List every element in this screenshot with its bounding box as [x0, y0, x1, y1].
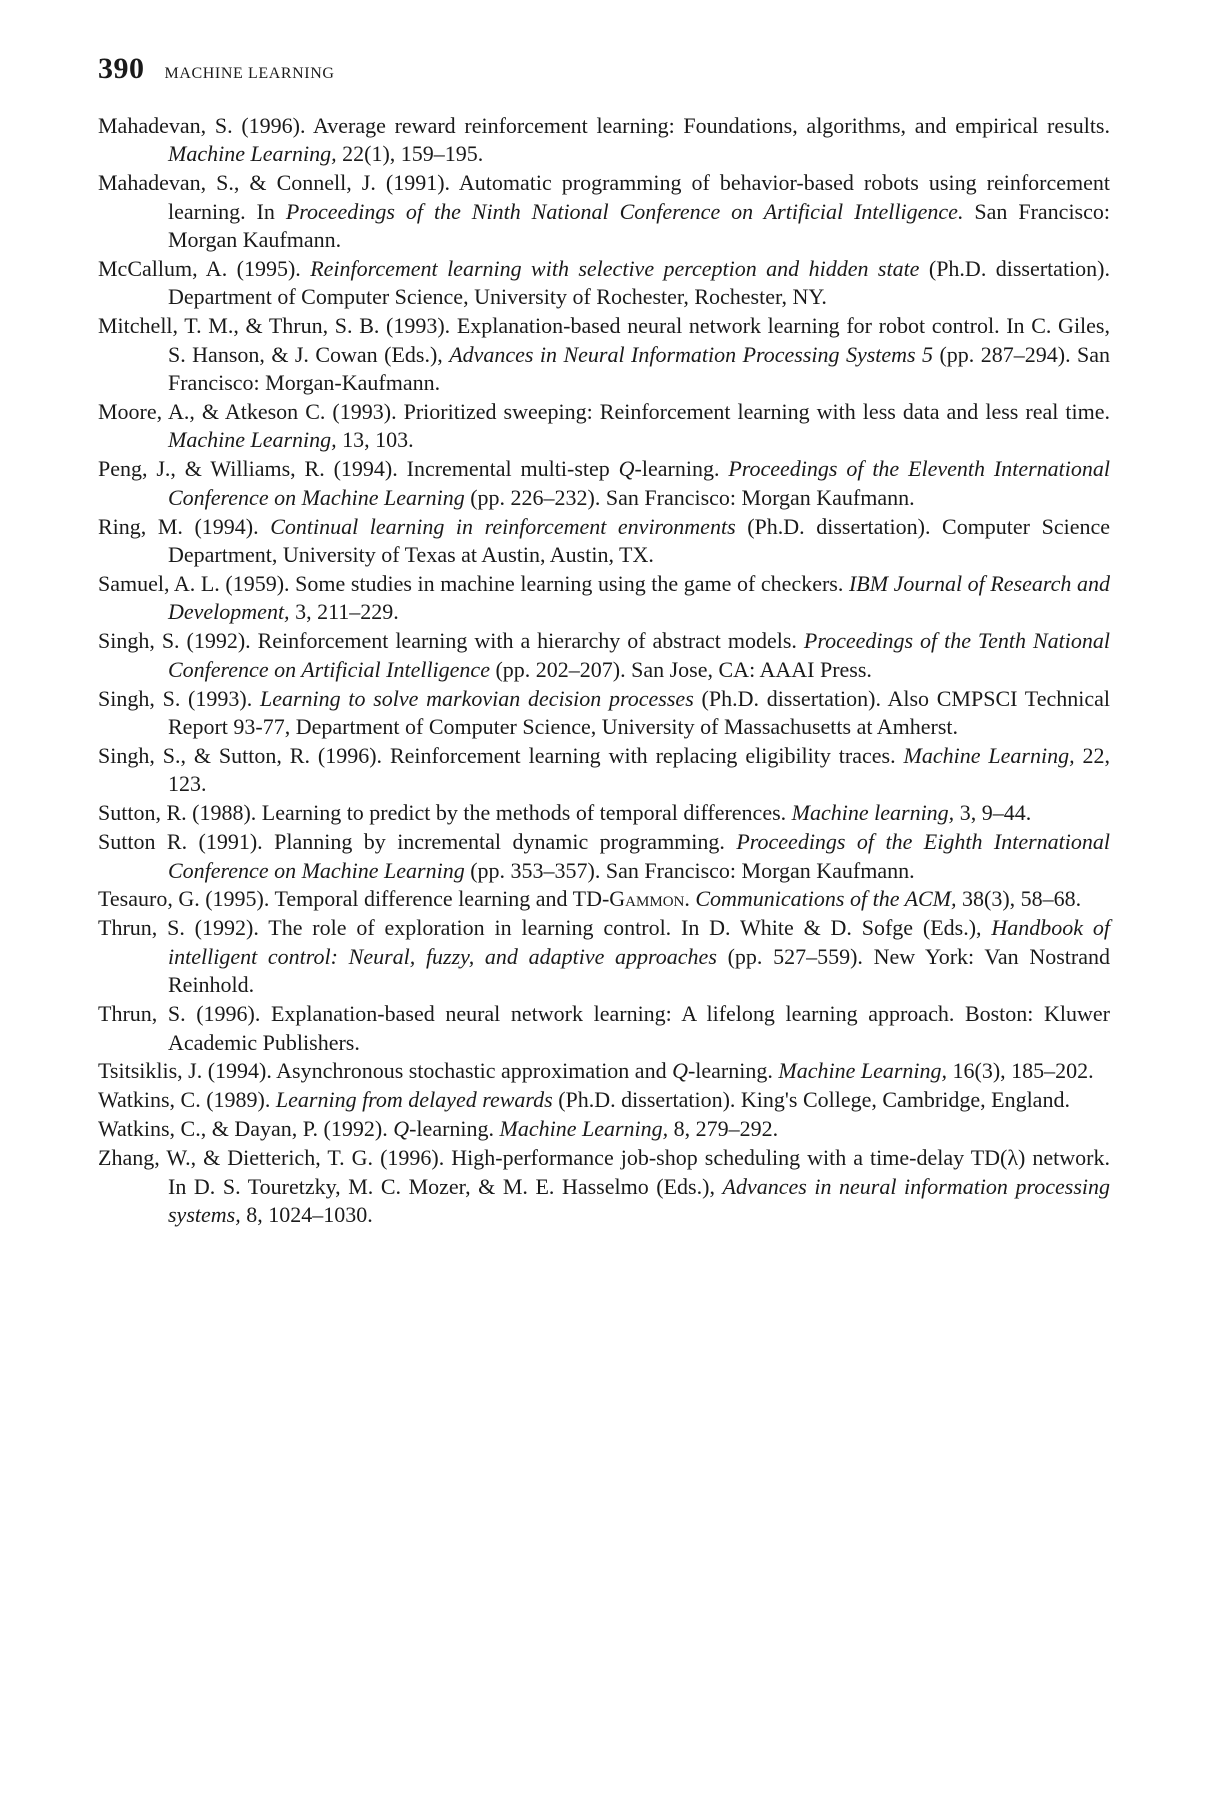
reference-italic-text: Advances in Neural Information Processing Systems 5 — [449, 341, 934, 367]
reference-text: Watkins, C. (1989). — [98, 1087, 276, 1113]
reference-text: . — [684, 886, 696, 912]
reference-entry — [98, 1115, 1110, 1143]
reference-list — [98, 112, 1110, 1230]
reference-text: Thrun, S. (1996). Explanation-based neural network learning: A lifelong learning approach. Boston: Kluwer Academic Publishers. — [98, 1001, 1110, 1055]
reference-italic-text: Handbook of intelligent control: Neural, fuzzy, and adaptive approaches — [168, 915, 1110, 969]
reference-entry — [98, 312, 1110, 397]
reference-text: Singh, S., & Sutton, R. (1996). Reinforcement learning with replacing eligibility traces. — [98, 742, 904, 768]
running-head — [98, 52, 1118, 92]
reference-entry — [98, 1057, 1110, 1085]
reference-italic-text: Proceedings of the Eleventh International Conference on Machine Learning — [168, 456, 1111, 510]
reference-italic-text: Machine Learning, — [778, 1058, 948, 1084]
reference-text: -learning. — [409, 1116, 500, 1142]
reference-italic-text: Machine Learning, — [499, 1116, 669, 1142]
reference-text: 3, 211–229. — [289, 599, 399, 625]
reference-italic-text: Continual learning in reinforcement environments — [270, 513, 736, 539]
reference-text: 22(1), 159–195. — [336, 141, 484, 167]
reference-text: -learning. — [687, 1058, 779, 1084]
reference-entry — [98, 1086, 1110, 1114]
reference-text: 8, 1024–1030. — [240, 1201, 373, 1227]
reference-entry — [98, 169, 1110, 254]
reference-text: 13, 103. — [336, 427, 414, 453]
reference-text: (pp. 287–294). San Francisco: Morgan-Kaufmann. — [168, 341, 1110, 396]
reference-entry — [98, 1144, 1110, 1229]
reference-entry — [98, 398, 1110, 455]
reference-text: (pp. 226–232). San Francisco: Morgan Kaufmann. — [464, 484, 915, 510]
section-title: MACHINE LEARNING — [164, 65, 335, 82]
reference-italic-text: Learning to solve markovian decision processes — [259, 685, 694, 711]
reference-entry — [98, 513, 1110, 570]
reference-entry — [98, 885, 1110, 913]
reference-text: 3, 9–44. — [954, 800, 1032, 826]
reference-entry — [98, 742, 1110, 799]
reference-text: Tsitsiklis, J. (1994). Asynchronous stochastic approximation and — [98, 1058, 673, 1084]
reference-text: Samuel, A. L. (1959). Some studies in machine learning using the game of checkers. — [98, 571, 849, 596]
reference-italic-text: Machine learning, — [791, 800, 955, 826]
reference-entry — [98, 799, 1110, 827]
reference-text: (pp. 353–357). San Francisco: Morgan Kaufmann. — [464, 857, 915, 883]
reference-text: 16(3), 185–202. — [947, 1058, 1094, 1084]
reference-text: Ring, M. (1994). — [98, 513, 271, 539]
reference-italic-text: Proceedings of the Eighth International Conference on Machine Learning — [168, 829, 1110, 883]
reference-italic-text: Communications of the ACM, — [695, 886, 957, 912]
reference-text: Zhang, W., & Dietterich, T. G. (1996). High-performance job-shop scheduling with a time-delay TD(λ) network. In D. S. Touretzky, M. C. Mozer, & M. E. Hasselmo (Eds.), — [98, 1145, 1110, 1199]
reference-italic-text: Proceedings of the Tenth National Conference on Artificial Intelligence — [168, 628, 1110, 682]
reference-entry — [98, 255, 1110, 312]
reference-italic-text: Learning from delayed rewards — [275, 1087, 553, 1113]
reference-entry — [98, 685, 1110, 742]
reference-text: (Ph.D. dissertation). King's College, Cambridge, England. — [552, 1087, 1070, 1113]
reference-text: Thrun, S. (1992). The role of exploration in learning control. In D. White & D. Sofge (Eds.), — [98, 915, 992, 941]
reference-text: San Francisco: Morgan Kaufmann. — [168, 198, 1110, 253]
reference-entry — [98, 455, 1110, 512]
reference-entry — [98, 570, 1110, 627]
reference-entry — [98, 828, 1110, 885]
reference-text: Mahadevan, S. (1996). Average reward reinforcement learning: Foundations, algorithms, and empirical results. — [98, 113, 1110, 138]
reference-smallcaps-text: Gammon — [609, 886, 685, 912]
reference-entry — [98, 1000, 1110, 1057]
reference-text: Sutton, R. (1988). Learning to predict by the methods of temporal differences. — [98, 800, 792, 826]
reference-text: Singh, S. (1992). Reinforcement learning with a hierarchy of abstract models. — [98, 628, 804, 654]
reference-text: Mahadevan, S., & Connell, J. (1991). Automatic programming of behavior-based robots using reinforcement learning. In — [98, 170, 1110, 224]
reference-italic-text: Proceedings of the Ninth National Conference on Artificial Intelligence. — [285, 198, 964, 224]
reference-italic-text: Q — [393, 1116, 410, 1142]
reference-italic-text: IBM Journal of Research and Development, — [168, 571, 1111, 625]
reference-italic-text: Q — [672, 1058, 688, 1084]
reference-text: Singh, S. (1993). — [98, 685, 260, 711]
reference-italic-text: Machine Learning, — [168, 427, 337, 453]
reference-text: Tesauro, G. (1995). Temporal difference learning and TD- — [98, 886, 610, 912]
page-number: 390 — [98, 52, 145, 85]
reference-text: (Ph.D. dissertation). Department of Computer Science, University of Rochester, Rochester, NY. — [168, 256, 1110, 310]
reference-italic-text: Machine Learning, — [903, 742, 1075, 768]
reference-entry — [98, 112, 1110, 169]
reference-text: (Ph.D. dissertation). Also CMPSCI Technical Report 93-77, Department of Computer Science, University of Massachusetts at Amherst. — [168, 685, 1110, 740]
reference-text: Watkins, C., & Dayan, P. (1992). — [98, 1116, 394, 1142]
reference-text: 22, 123. — [168, 742, 1110, 797]
reference-text: McCallum, A. (1995). — [98, 256, 311, 282]
reference-italic-text: Q — [618, 456, 635, 482]
reference-text: (pp. 202–207). San Jose, CA: AAAI Press. — [489, 656, 872, 682]
reference-text: (pp. 527–559). New York: Van Nostrand Reinhold. — [168, 943, 1110, 998]
reference-text: Peng, J., & Williams, R. (1994). Incremental multi-step — [98, 456, 619, 482]
reference-italic-text: Reinforcement learning with selective perception and hidden state — [310, 256, 920, 282]
reference-text: 38(3), 58–68. — [956, 886, 1082, 912]
reference-entry — [98, 627, 1110, 684]
reference-text: Mitchell, T. M., & Thrun, S. B. (1993). Explanation-based neural network learning for robot control. In C. Giles, S. Hanson, & J. Cowan (Eds.), — [98, 313, 1110, 367]
reference-text: (Ph.D. dissertation). Computer Science Department, University of Texas at Austin, Austin, TX. — [168, 513, 1110, 568]
reference-entry — [98, 914, 1110, 999]
reference-text: 8, 279–292. — [668, 1116, 779, 1142]
reference-text: Moore, A., & Atkeson C. (1993). Prioritized sweeping: Reinforcement learning with less data and less real time. — [98, 399, 1110, 425]
reference-text: Sutton R. (1991). Planning by incremental dynamic programming. — [98, 829, 737, 855]
reference-text: -learning. — [634, 456, 729, 482]
reference-italic-text: Machine Learning, — [168, 141, 337, 167]
reference-italic-text: Advances in neural information processing systems, — [168, 1173, 1110, 1227]
